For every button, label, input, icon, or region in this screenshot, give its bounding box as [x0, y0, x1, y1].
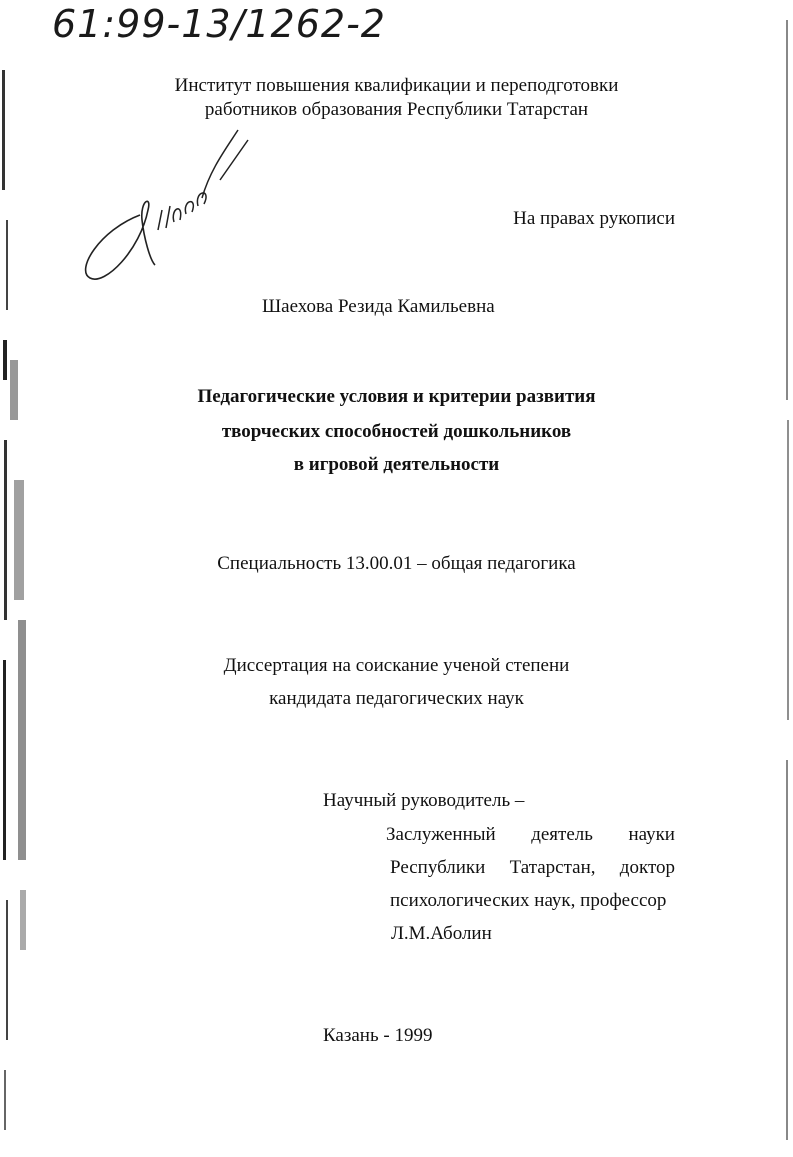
- scan-edge-left: [0, 60, 30, 1157]
- scan-mark: [6, 220, 8, 310]
- degree-line-2: кандидата педагогических наук: [269, 688, 524, 709]
- scan-mark: [3, 340, 7, 380]
- thesis-title-line-2: творческих способностей дошкольников: [221, 421, 572, 442]
- scan-mark: [14, 480, 24, 600]
- institution-line-1: Институт повышения квалификации и переподготовки: [174, 75, 619, 96]
- supervisor-heading: Научный руководитель –: [323, 790, 525, 811]
- scan-edge-right: [781, 0, 793, 1157]
- scan-mark: [4, 1070, 6, 1130]
- supervisor-line-1: [386, 823, 675, 847]
- scan-mark: [6, 900, 8, 1040]
- supervisor-line-3: психологических наук, профессор: [390, 890, 667, 911]
- supervisor-line-1-word: науки: [628, 824, 675, 845]
- degree-line-1: Диссертация на соискание ученой степени: [223, 655, 570, 676]
- author-name: Шаехова Резида Камильевна: [262, 296, 495, 317]
- thesis-title-line-1: Педагогические условия и критерии развития: [197, 386, 596, 407]
- thesis-title-line-3: в игровой деятельности: [293, 454, 500, 475]
- supervisor-line-2-word: Татарстан,: [509, 857, 596, 878]
- supervisor-line-2-word: Республики: [390, 857, 486, 878]
- supervisor-line-2-word: доктор: [619, 857, 675, 878]
- supervisor-line-1-word: деятель: [531, 824, 593, 845]
- institution-line-2: работников образования Республики Татарстан: [204, 99, 589, 120]
- scan-mark: [786, 760, 788, 1140]
- supervisor-line-1-word: Заслуженный: [386, 824, 496, 845]
- specialty: Специальность 13.00.01 – общая педагогика: [217, 553, 576, 574]
- catalog-number: 61:99-13/1262-2: [52, 2, 386, 46]
- signature-icon: [70, 110, 250, 290]
- supervisor-line-2: [390, 856, 675, 880]
- place-year: Казань - 1999: [323, 1025, 433, 1046]
- supervisor-name: Л.М.Аболин: [391, 923, 492, 944]
- manuscript-note: На правах рукописи: [513, 208, 675, 229]
- scan-mark: [20, 890, 26, 950]
